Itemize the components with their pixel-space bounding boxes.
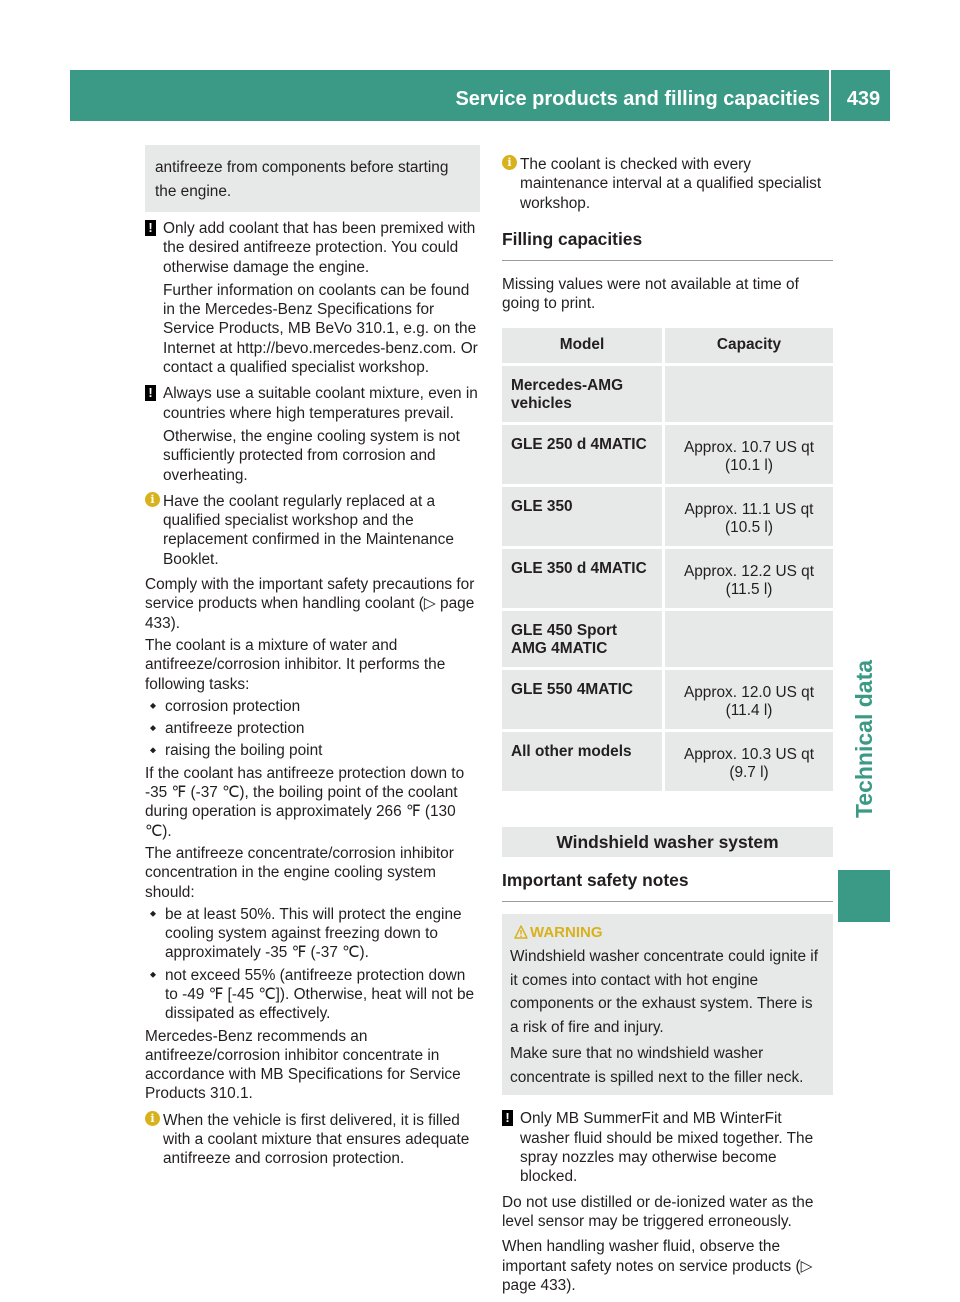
page-reference-link[interactable]: (▷ page 433).: [145, 595, 475, 632]
capacity-cell: [665, 611, 833, 667]
left-column: [145, 145, 480, 1169]
table-row: [502, 670, 833, 729]
page-reference-link[interactable]: (▷ page 433).: [502, 1257, 813, 1294]
paragraph: When handling washer fluid, observe the important safety notes on service products (▷ page 433).: [502, 1238, 813, 1294]
note-text: Only add coolant that has been premixed with the desired antifreeze protection. You could otherwise damage the engine.: [163, 220, 476, 276]
note-text: Always use a suitable coolant mixture, even in countries where high temperatures prevail.: [163, 385, 478, 422]
note-text: When the vehicle is first delivered, it is filled with a coolant mixture that ensures adequate antifreeze and corrosion protection.: [163, 1111, 470, 1168]
exclamation-icon: !: [145, 220, 156, 236]
info-icon: i: [502, 155, 517, 170]
info-icon: i: [145, 492, 160, 507]
continued-box: [145, 145, 480, 212]
side-tab-label: Technical data: [851, 659, 877, 819]
exclamation-icon: !: [502, 1110, 513, 1126]
column-header-capacity: Capacity: [665, 328, 833, 363]
column-header-model: Model: [502, 328, 665, 363]
model-cell: GLE 250 d 4MATIC: [502, 425, 665, 484]
capacity-cell: Approx. 12.0 US qt (11.4 l): [665, 670, 833, 729]
model-cell: Mercedes-AMG vehicles: [502, 366, 665, 422]
info-note-check: [502, 155, 833, 213]
task-list: [145, 697, 480, 761]
warning-triangle-icon: [514, 925, 528, 939]
capacity-cell: Approx. 10.7 US qt (10.1 l): [665, 425, 833, 484]
filling-capacities-heading: Filling capacities: [502, 228, 833, 261]
side-marker: [838, 870, 890, 922]
model-cell: GLE 550 4MATIC: [502, 670, 665, 729]
note-text: Only MB SummerFit and MB WinterFit washer fluid should be mixed together. The spray nozzles may otherwise become blocked.: [520, 1110, 814, 1186]
continued-text: antifreeze from components before starting the engine.: [155, 159, 449, 200]
warning-text: Windshield washer concentrate could ignite if it comes into contact with hot engine components or the exhaust system. There is a risk of fire and injury.: [510, 948, 818, 1036]
table-header-row: [502, 328, 833, 363]
capacity-cell: Approx. 11.1 US qt (10.5 l): [665, 487, 833, 546]
warning-box: [502, 914, 833, 1095]
warning-text: Make sure that no windshield washer concentrate is spilled next to the filler neck.: [510, 1045, 804, 1086]
section-heading-washer: Windshield washer system: [502, 827, 833, 857]
attention-note-coolant: [145, 219, 480, 377]
right-column: [502, 155, 833, 1295]
info-note-delivery: [145, 1111, 480, 1169]
paragraph: The coolant is a mixture of water and antifreeze/corrosion inhibitor. It performs the following tasks:: [145, 636, 446, 693]
capacity-table: [502, 325, 833, 794]
paragraph: Mercedes-Benz recommends an antifreeze/corrosion inhibitor concentrate in accordance with MB Specifications for Service Products 310.1.: [145, 1027, 461, 1103]
list-item: be at least 50%. This will protect the engine cooling system against freezing down to approximately -35 ℉ (-37 ℃).: [145, 905, 480, 963]
page-title: Service products and filling capacities: [455, 88, 820, 110]
table-row: [502, 611, 833, 667]
attention-note-mixture: [145, 384, 480, 484]
page-number: 439: [846, 88, 881, 110]
note-text: Have the coolant regularly replaced at a qualified specialist workshop and the replacement confirmed in the Maintenance Booklet.: [163, 492, 454, 568]
table-row: [502, 366, 833, 422]
warning-label: WARNING: [510, 923, 825, 943]
attention-note-washer: [502, 1109, 833, 1186]
paragraph: If the coolant has antifreeze protection down to -35 ℉ (-37 ℃), the boiling point of the coolant during operation is approximately 266 ℉ (130 ℃).: [145, 764, 465, 840]
info-note-replace: [145, 492, 480, 569]
header-divider: [829, 70, 831, 121]
model-cell: GLE 350: [502, 487, 665, 546]
model-cell: All other models: [502, 732, 665, 791]
list-item: raising the boiling point: [145, 741, 480, 760]
side-tab[interactable]: [838, 630, 890, 848]
list-item: antifreeze protection: [145, 719, 480, 738]
note-text: The coolant is checked with every maintenance interval at a qualified specialist workshop.: [520, 156, 822, 212]
info-icon: i: [145, 1111, 160, 1126]
table-row: [502, 487, 833, 546]
note-text: Further information on coolants can be found in the Mercedes-Benz Specifications for Service Products, MB BeVo 310.1, e.g. on the Internet at http://bevo.mercedes-benz.com. Or contact a qualified specialist workshop.: [163, 281, 478, 377]
exclamation-icon: !: [145, 385, 156, 401]
paragraph: Comply with the important safety precautions for service products when handling coolant (▷ page 433).: [145, 576, 475, 632]
model-cell: GLE 450 Sport AMG 4MATIC: [502, 611, 665, 667]
important-safety-heading: Important safety notes: [502, 869, 833, 902]
note-text: Otherwise, the engine cooling system is not sufficiently protected from corrosion and overheating.: [163, 427, 460, 484]
table-row: [502, 732, 833, 791]
list-item: corrosion protection: [145, 697, 480, 716]
table-row: [502, 549, 833, 608]
capacity-cell: [665, 366, 833, 422]
concentration-list: [145, 905, 480, 1024]
list-item: not exceed 55% (antifreeze protection down to -49 ℉ [-45 ℃]). Otherwise, heat will not be dissipated as effectively.: [145, 966, 480, 1024]
paragraph: Do not use distilled or de-ionized water as the level sensor may be triggered erroneously.: [502, 1193, 814, 1230]
table-row: [502, 425, 833, 484]
model-cell: GLE 350 d 4MATIC: [502, 549, 665, 608]
filling-intro: Missing values were not available at time of going to print.: [502, 275, 799, 313]
paragraph: The antifreeze concentrate/corrosion inhibitor concentration in the engine cooling system should:: [145, 844, 454, 901]
capacity-cell: Approx. 12.2 US qt (11.5 l): [665, 549, 833, 608]
capacity-cell: Approx. 10.3 US qt (9.7 l): [665, 732, 833, 791]
